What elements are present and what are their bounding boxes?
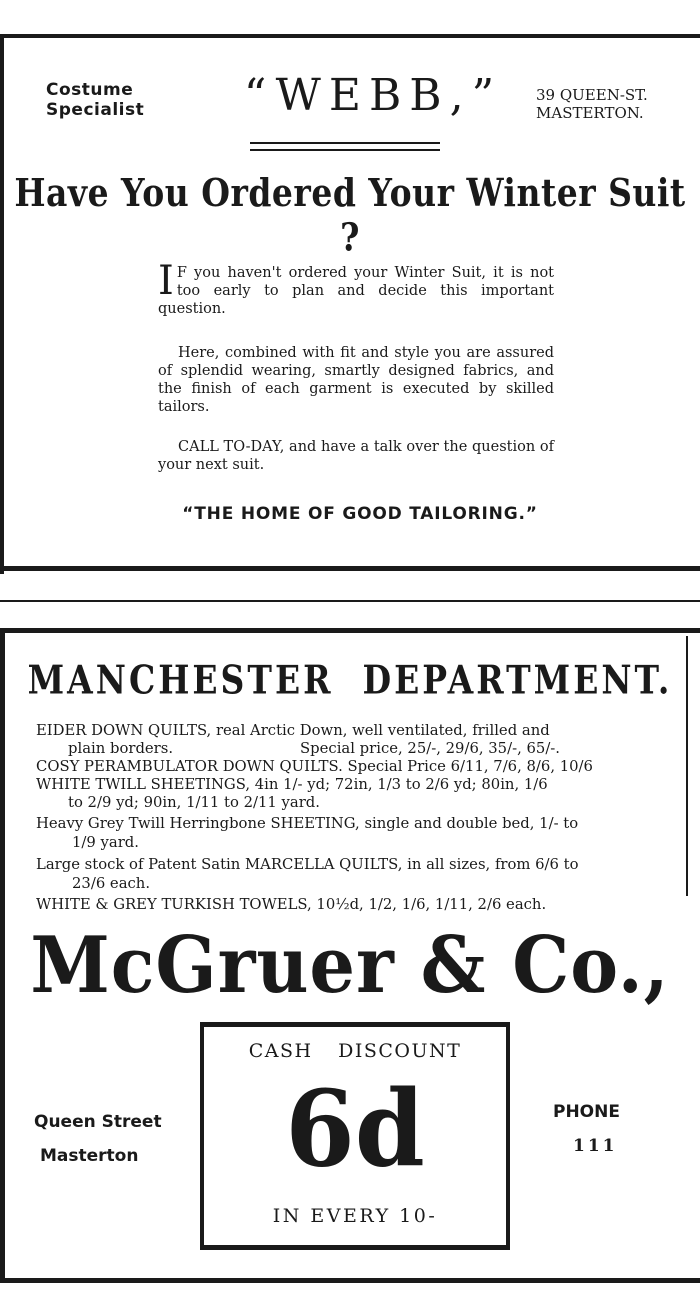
manchester-line: Heavy Grey Twill Herringbone SHEETING, single and double bed, 1/- to xyxy=(36,815,579,832)
discount-amount: 6d xyxy=(285,1067,425,1191)
bottom-border-rule xyxy=(0,1278,700,1283)
paragraph-2-text: Here, combined with fit and style you are assured of splendid wearing, smartly designed fabrics, and the finish of each garment is executed by skilled tailors. xyxy=(158,345,554,415)
phone-label: PHONE xyxy=(553,1102,620,1122)
mcgruer-address xyxy=(34,1112,162,1166)
manchester-line: EIDER DOWN QUILTS, real Arctic Down, well ventilated, frilled and xyxy=(36,722,550,739)
address-town: MASTERTON. xyxy=(536,104,644,122)
dropcap-letter: I xyxy=(158,258,174,304)
webb-title: “WEBB,” xyxy=(243,70,503,121)
webb-address xyxy=(536,86,648,122)
costume-label: Costume xyxy=(46,80,134,100)
manchester-line: 1/9 yard. xyxy=(72,834,139,851)
webb-paragraph-1 xyxy=(158,258,554,318)
left-border-rule xyxy=(0,34,4,574)
costume-specialist-label xyxy=(46,80,144,120)
address-street: Queen Street xyxy=(34,1112,162,1132)
winter-suit-headline: Have You Ordered Your Winter Suit ? xyxy=(14,170,686,260)
left-border-rule-lower xyxy=(0,628,5,1283)
paragraph-3-text: CALL TO-DAY, and have a talk over the question of your next suit. xyxy=(158,439,554,473)
address-street: 39 QUEEN-ST. xyxy=(536,86,648,104)
manchester-line: to 2/9 yd; 90in, 1/11 to 2/11 yard. xyxy=(68,794,320,811)
mcgruer-phone xyxy=(553,1102,620,1156)
specialist-label: Specialist xyxy=(46,100,145,120)
address-town: Masterton xyxy=(40,1146,139,1166)
cash-discount-label: CASH DISCOUNT xyxy=(248,1040,462,1062)
manchester-line: COSY PERAMBULATOR DOWN QUILTS. Special Price 6/11, 7/6, 8/6, 10/6 xyxy=(36,758,593,775)
paragraph-1-text: F you haven't ordered your Winter Suit, it is not too early to plan and decide this important question. xyxy=(158,265,554,317)
divider-rule-2 xyxy=(0,600,700,602)
manchester-line: Large stock of Patent Satin MARCELLA QUILTS, in all sizes, from 6/6 to xyxy=(36,856,579,873)
webb-paragraph-2 xyxy=(158,344,554,416)
manchester-line: WHITE TWILL SHEETINGS, 4in 1/- yd; 72in, 1/3 to 2/6 yd; 80in, 1/6 xyxy=(36,776,548,793)
home-of-good-tailoring-tagline: “THE HOME OF GOOD TAILORING.” xyxy=(182,504,538,524)
title-underline-2 xyxy=(250,149,440,151)
divider-rule-1 xyxy=(0,566,700,571)
top-border-rule xyxy=(0,34,700,38)
title-underline-1 xyxy=(250,142,440,144)
manchester-line: WHITE & GREY TURKISH TOWELS, 10½d, 1/2, 1/6, 1/11, 2/6 each. xyxy=(36,896,547,913)
manchester-line: plain borders. Special price, 25/-, 29/6, 35/-, 65/-. xyxy=(68,740,561,757)
mcgruer-company-name: McGruer & Co., xyxy=(30,920,670,1011)
divider-rule-3 xyxy=(0,628,700,633)
manchester-line: 23/6 each. xyxy=(72,875,151,892)
webb-paragraph-3 xyxy=(158,438,554,474)
in-every-label: IN EVERY 10- xyxy=(272,1205,438,1227)
manchester-department-title: MANCHESTER DEPARTMENT. xyxy=(27,656,673,703)
phone-number: 111 xyxy=(573,1136,618,1156)
